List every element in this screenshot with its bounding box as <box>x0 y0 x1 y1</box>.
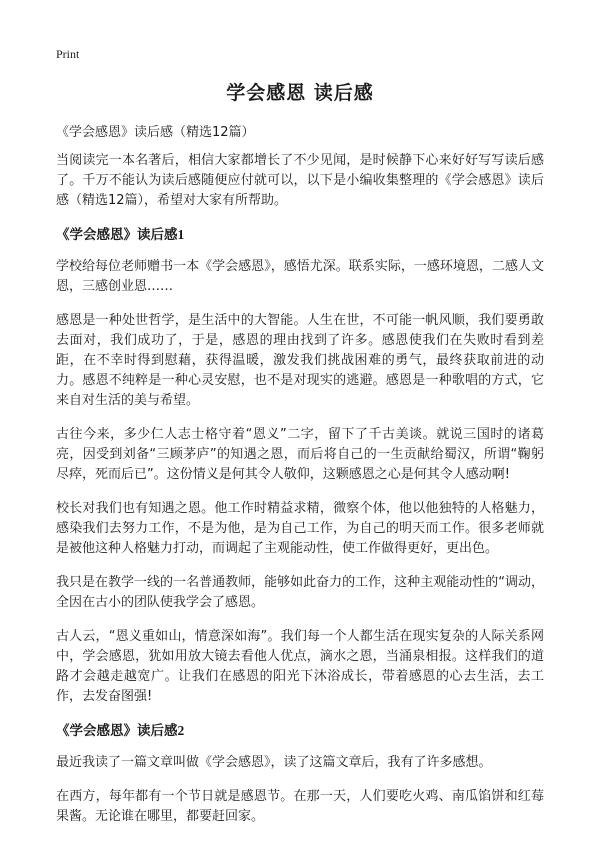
section-1-paragraph-1: 学校给每位老师赠书一本《学会感恩》，感悟尤深。联系实际，一感环境恩，二感人文恩，三感创业恩…… <box>56 259 544 294</box>
section-heading-text: 《学会感恩》读后感 <box>56 723 178 739</box>
intro-paragraph: 当阅读完一本名著后，相信大家都增长了不少见闻，是时候静下心来好好写写读后感了。千万不能认为读后感随便应付就可以，以下是小编收集整理的《学会感恩》读后感（精选12篇），希望对大家有所帮助。 <box>56 153 544 208</box>
section-1-paragraph-4: 校长对我们也有知遇之恩。他工作时精益求精，微察个体，他以他独特的人格魅力，感染我们去努力工作，不是为他，是为自己工作，为自己的明天而工作。很多老师就是被他这种人格魅力打动，而调起了主观能动性，使工作做得更好，更出色。 <box>56 501 544 556</box>
section-number: 1 <box>177 227 185 242</box>
section-heading-1 <box>56 225 544 245</box>
section-number: 2 <box>177 723 185 738</box>
section-heading-text: 《学会感恩》读后感 <box>56 227 178 243</box>
section-1-paragraph-2: 感恩是一种处世哲学，是生活中的大智能。人生在世，不可能一帆风顺，我们要勇敢去面对，我们成功了，于是，感恩的理由找到了许多。感恩使我们在失败时看到差距，在不幸时得到慰藉，获得温暖，激发我们挑战困难的勇气，最终获取前进的动力。感恩不纯粹是一种心灵安慰，也不是对现实的逃避。感恩是一种歌唱的方式，它来自对生活的美与希望。 <box>56 313 544 408</box>
section-2-paragraph-1: 最近我读了一篇文章叫做《学会感恩》，读了这篇文章后，我有了许多感想。 <box>56 755 492 770</box>
section-1-paragraph-3: 古往今来，多少仁人志士格守着“恩义”二字，留下了千古美谈。就说三国时的诸葛亮，因受到刘备“三顾茅庐”的知遇之恩，而后将自己的一生贡献给蜀汉，所谓“鞠躬尽瘁，死而后已”。这份情义是何其令人敬仰，这颗感恩之心是何其令人感动啊! <box>56 427 544 482</box>
section-1-paragraph-5: 我只是在教学一线的一名普通教师，能够如此奋力的工作，这种主观能动性的“调动，全因在古小的团队使我学会了感恩。 <box>56 575 544 610</box>
page-title: 学会感恩 读后感 <box>226 82 374 104</box>
section-2-paragraph-2: 在西方，每年都有一个节日就是感恩节。在那一天，人们要吃火鸡、南瓜馅饼和红莓果酱。无论谁在哪里，都要赶回家。 <box>56 789 544 824</box>
article-body <box>56 151 544 841</box>
print-link[interactable]: Print <box>56 47 80 61</box>
document-subtitle: 《学会感恩》读后感（精选12篇） <box>56 125 255 140</box>
section-heading-2 <box>56 721 544 741</box>
section-1-paragraph-6: 古人云，“恩义重如山，情意深如海”。我们每一个人都生活在现实复杂的人际关系网中，学会感恩，犹如用放大镜去看他人优点，滴水之恩，当涌泉相报。这样我们的道路才会越走越宽广。让我们在感恩的阳光下沐浴成长，带着感恩的心去生活，去工作，去发奋图强! <box>56 629 544 704</box>
